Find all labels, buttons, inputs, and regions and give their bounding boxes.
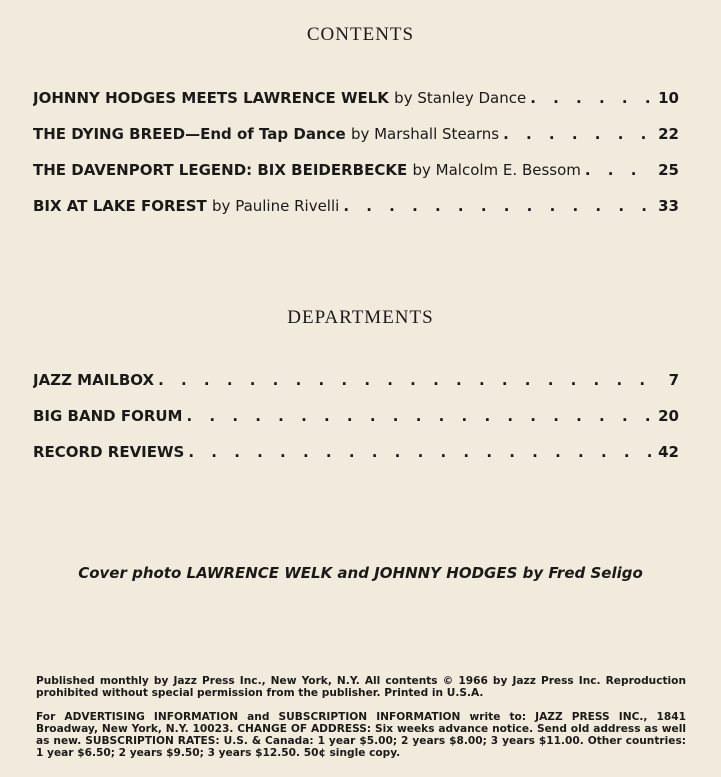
entry-title: THE DAVENPORT LEGEND: BIX BEIDERBECKE xyxy=(33,161,408,179)
entry-page-number: 33 xyxy=(658,197,679,215)
contents-heading: CONTENTS xyxy=(306,24,415,45)
entry-page-number: 25 xyxy=(658,161,679,179)
advertising-subscription-info: For ADVERTISING INFORMATION and SUBSCRIPTION INFORMATION write to: JAZZ PRESS INC., 1841 Broadway, New York, N.Y. 10023. CHANGE OF ADDRESS: Six weeks advance notice. Send old address as well as new. SUBSCRIPTION RATES: U.S. & Canada: 1 year $5.00; 2 years $8.00; 3 years $11.00. Other countries: 1 year $6.50; 2 years $9.50; 3 years $12.50. 50¢ single copy. xyxy=(36,711,686,759)
cover-photo-credit: Cover photo LAWRENCE WELK and JOHNNY HODGES by Fred Seligo xyxy=(78,564,643,582)
contents-list xyxy=(33,80,679,224)
publication-notice: Published monthly by Jazz Press Inc., New York, N.Y. All contents © 1966 by Jazz Press Inc. Reproduction prohibited without special permission from the publisher. Printed in U.S.A. xyxy=(36,675,686,699)
contents-entry[interactable] xyxy=(33,152,679,188)
dot-leader xyxy=(585,152,652,188)
contents-entry[interactable] xyxy=(33,80,679,116)
contents-entry[interactable] xyxy=(33,188,679,224)
departments-list xyxy=(33,362,679,470)
entry-title: THE DYING BREED—End of Tap Dance xyxy=(33,125,346,143)
department-entry[interactable] xyxy=(33,434,679,470)
entry-page-number: 7 xyxy=(668,371,679,389)
entry-byline: by Malcolm E. Bessom xyxy=(412,161,581,179)
entry-title: JOHNNY HODGES MEETS LAWRENCE WELK xyxy=(33,89,389,107)
dot-leader xyxy=(186,398,652,434)
entry-byline: by Stanley Dance xyxy=(394,89,527,107)
entry-page-number: 10 xyxy=(658,89,679,107)
entry-title: BIX AT LAKE FOREST xyxy=(33,197,207,215)
entry-title: RECORD REVIEWS xyxy=(33,443,185,461)
department-entry[interactable] xyxy=(33,398,679,434)
dot-leader xyxy=(530,80,652,116)
dot-leader xyxy=(188,434,652,470)
dot-leader xyxy=(343,188,652,224)
entry-byline: by Pauline Rivelli xyxy=(212,197,340,215)
entry-title: JAZZ MAILBOX xyxy=(33,371,155,389)
dot-leader xyxy=(503,116,652,152)
entry-page-number: 22 xyxy=(658,125,679,143)
department-entry[interactable] xyxy=(33,362,679,398)
entry-title: BIG BAND FORUM xyxy=(33,407,183,425)
entry-page-number: 20 xyxy=(658,407,679,425)
entry-page-number: 42 xyxy=(658,443,679,461)
departments-heading: DEPARTMENTS xyxy=(287,307,434,328)
contents-entry[interactable] xyxy=(33,116,679,152)
entry-byline: by Marshall Stearns xyxy=(350,125,500,143)
dot-leader xyxy=(158,362,663,398)
